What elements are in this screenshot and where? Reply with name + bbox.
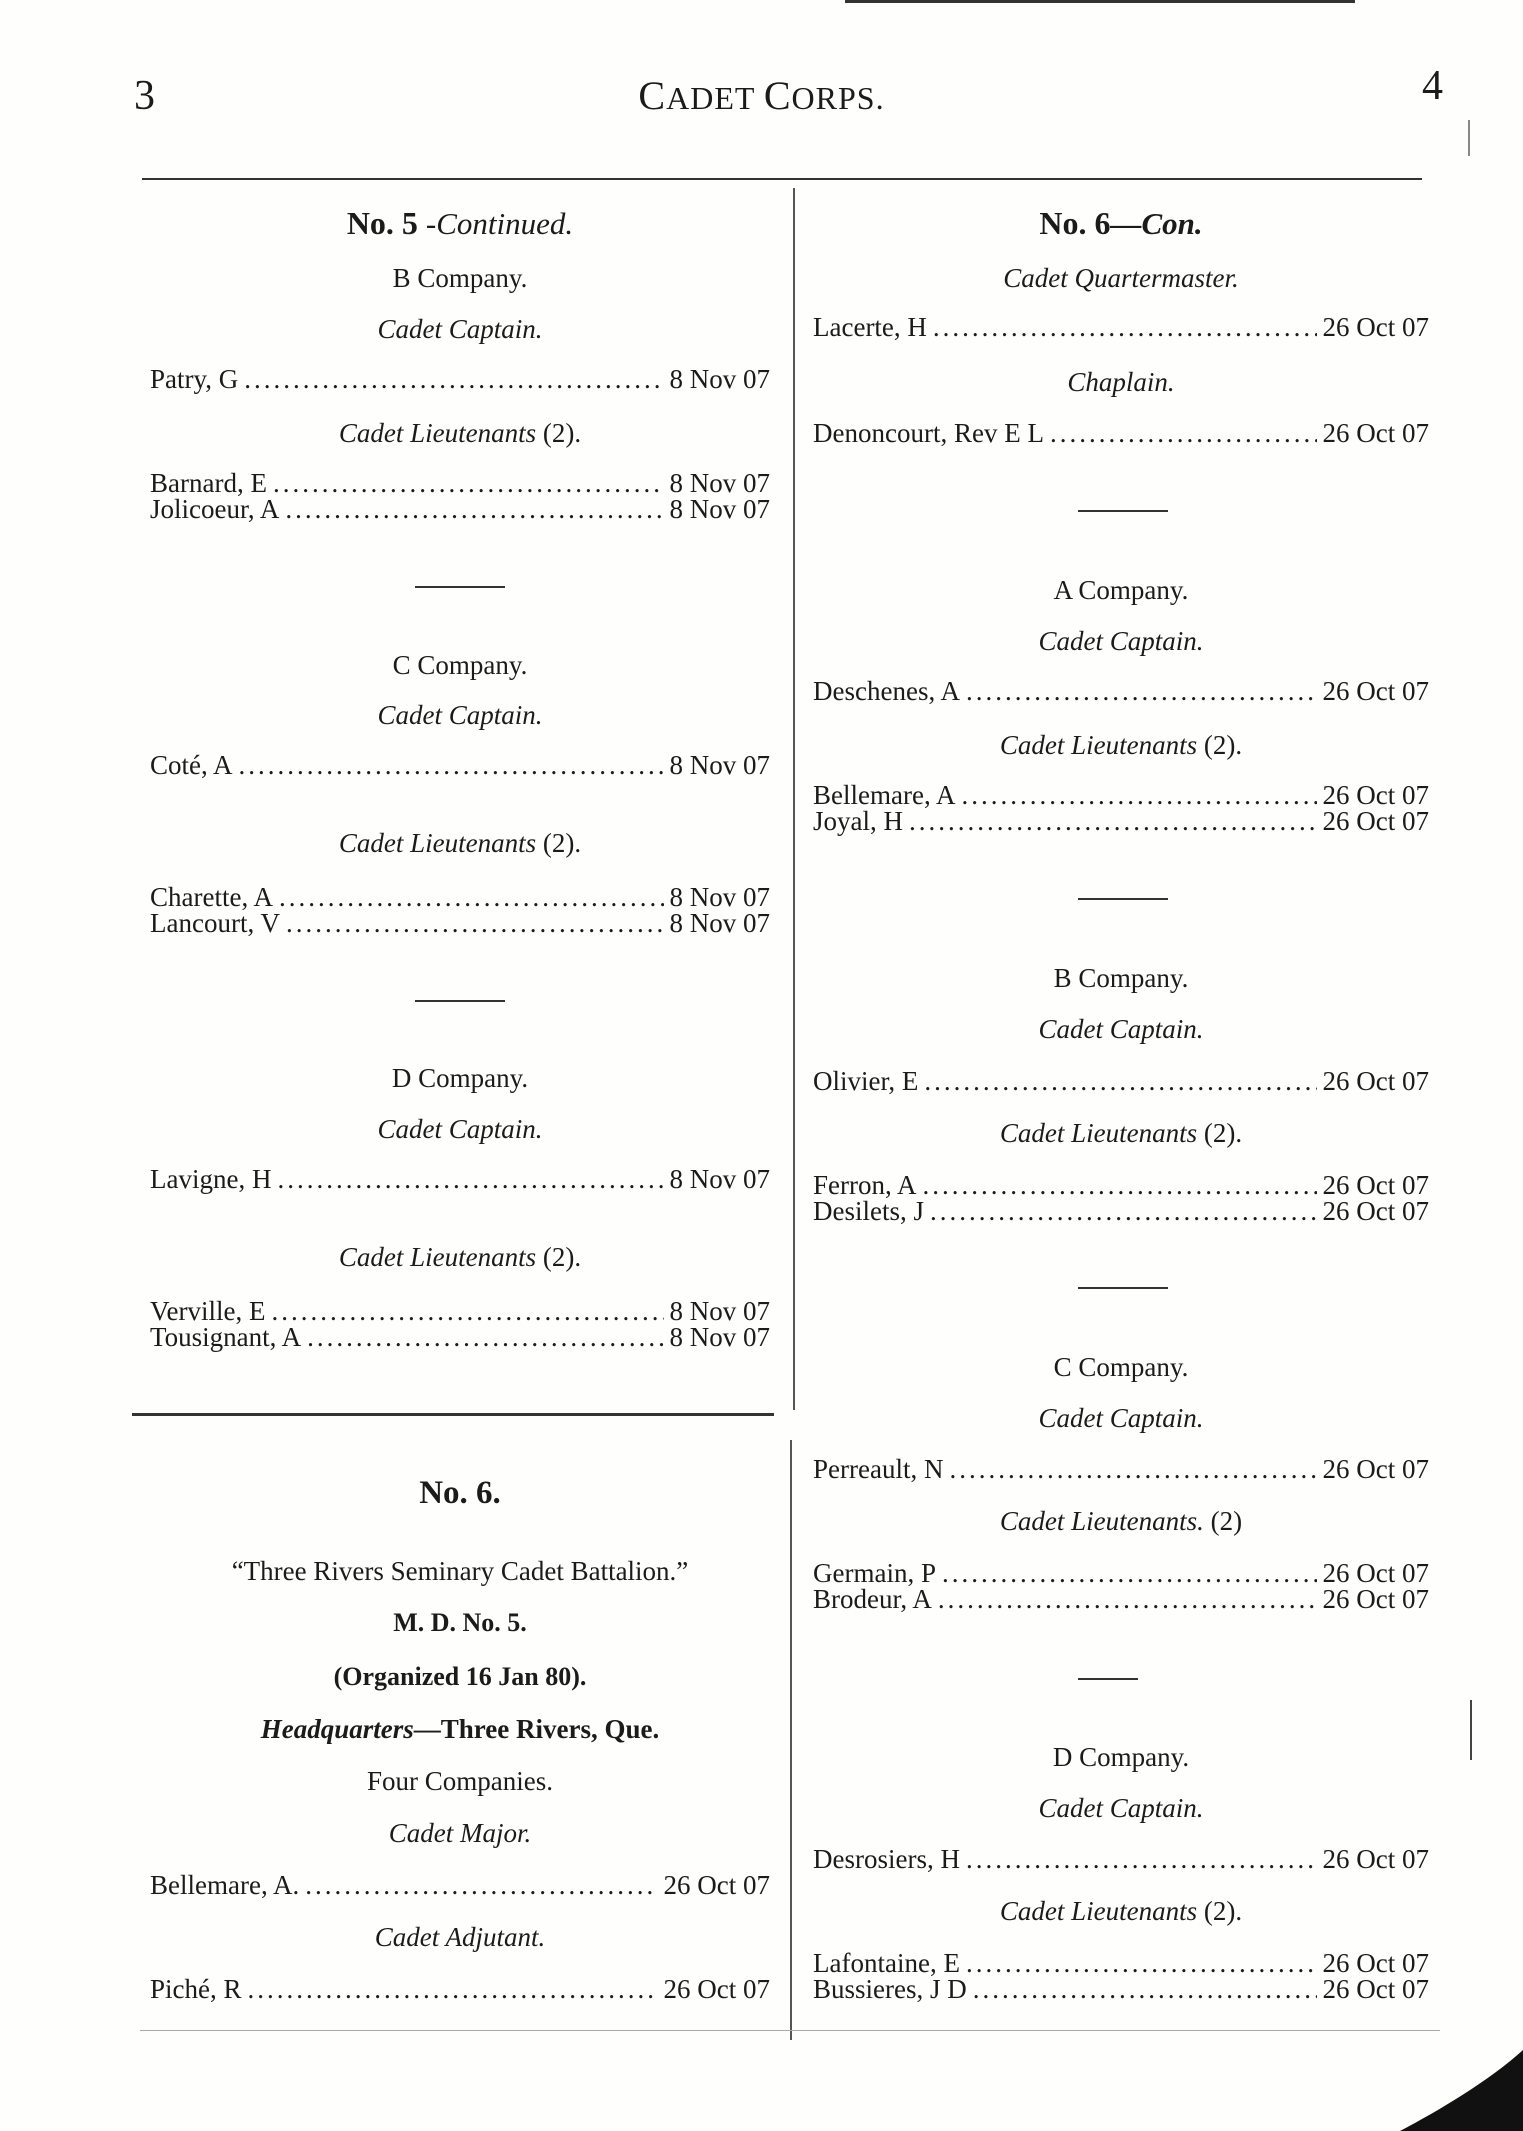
entry-name: Coté, A: [150, 750, 233, 780]
leader-dots: [271, 1298, 663, 1325]
section-dash: [415, 1000, 505, 1002]
lieut-label-count: (2).: [1203, 730, 1243, 760]
leader-dots: [305, 1872, 657, 1899]
c-company-lieut-label: [813, 1506, 1429, 1537]
leader-dots: [966, 1950, 1317, 1977]
scan-edge-mark: [1470, 1700, 1472, 1760]
lieut-label-count: (2): [1210, 1506, 1243, 1536]
leader-dots: [949, 1456, 1316, 1483]
major-label: Cadet Major.: [388, 1818, 532, 1848]
leader-dots: [933, 314, 1317, 341]
entry-name: Tousignant, A: [150, 1322, 302, 1352]
entry-date: 26 Oct 07: [1322, 780, 1429, 810]
entry-date: 8 Nov 07: [669, 908, 770, 938]
leader-dots: [973, 1976, 1317, 2003]
entry-date: 8 Nov 07: [669, 494, 770, 524]
entry-row: [150, 496, 770, 523]
leader-dots: [923, 1172, 1317, 1199]
column-divider-upper: [793, 188, 795, 1410]
entry-date: 26 Oct 07: [1322, 1844, 1429, 1874]
entry-name: Lafontaine, E: [813, 1948, 960, 1978]
leader-dots: [966, 1846, 1317, 1873]
b-company-heading: B Company.: [1053, 963, 1189, 993]
scan-edge-mark: [1468, 120, 1470, 156]
section-title-no5-suffix: -Continued.: [425, 206, 574, 241]
lieut-label-count: (2).: [542, 418, 582, 448]
entry-row: [150, 1166, 770, 1193]
a-company-heading: A Company.: [1053, 575, 1189, 605]
b-company-lieut-label: [813, 1118, 1429, 1149]
leader-dots: [961, 782, 1316, 809]
quartermaster-label: Cadet Quartermaster.: [1003, 263, 1239, 293]
c-company-captain-label: Cadet Captain.: [377, 700, 543, 730]
running-head-sc2: ORPS.: [791, 80, 885, 116]
page-curl-shadow: [1380, 1930, 1523, 2131]
military-district: M. D. No. 5.: [393, 1608, 527, 1637]
section-dash: [415, 586, 505, 588]
entry-row: [813, 1976, 1429, 2003]
section-dash: [1078, 510, 1168, 512]
entry-date: 26 Oct 07: [1322, 1454, 1429, 1484]
leader-dots: [307, 1324, 663, 1351]
c-company-heading: C Company.: [392, 650, 528, 680]
entry-name: Charette, A: [150, 882, 273, 912]
entry-date: 26 Oct 07: [1322, 1584, 1429, 1614]
left-page-number: 3: [134, 73, 155, 119]
entry-name: Patry, G: [150, 364, 239, 394]
lieut-label-text: Cadet Lieutenants: [999, 1896, 1198, 1926]
section-title-no6-cont-suffix: —Con.: [1110, 206, 1203, 241]
hq-value: —Three Rivers, Que.: [413, 1714, 660, 1744]
entry-date: 8 Nov 07: [669, 468, 770, 498]
entry-name: Perreault, N: [813, 1454, 944, 1484]
entry-row: [813, 314, 1429, 341]
lieut-label-text: Cadet Lieutenants: [338, 828, 537, 858]
section-title-no6: No. 6.: [419, 1475, 501, 1511]
leader-dots: [942, 1560, 1317, 1587]
entry-date: 8 Nov 07: [669, 1296, 770, 1326]
entry-date: 8 Nov 07: [669, 882, 770, 912]
leader-dots: [244, 366, 663, 393]
c-company-captain-label: Cadet Captain.: [1038, 1403, 1204, 1433]
b-company-captain-label: Cadet Captain.: [377, 314, 543, 344]
entry-row: [813, 1950, 1429, 1977]
entry-name: Denoncourt, Rev E L: [813, 418, 1044, 448]
leader-dots: [286, 910, 664, 937]
entry-date: 26 Oct 07: [1322, 1948, 1429, 1978]
entry-date: 26 Oct 07: [1322, 1558, 1429, 1588]
section-dash: [1078, 898, 1168, 900]
column-divider-lower: [790, 1440, 792, 2040]
entry-name: Lacerte, H: [813, 312, 927, 342]
d-company-heading: D Company.: [1052, 1742, 1190, 1772]
entry-name: Bellemare, A: [813, 780, 956, 810]
lieut-label-count: (2).: [1203, 1118, 1243, 1148]
entry-row: [813, 1198, 1429, 1225]
entry-row: [813, 808, 1429, 835]
leader-dots: [273, 470, 664, 497]
leader-dots: [938, 1586, 1317, 1613]
d-company-captain-label: Cadet Captain.: [377, 1114, 543, 1144]
entry-date: 8 Nov 07: [669, 750, 770, 780]
a-company-captain-label: Cadet Captain.: [1038, 626, 1204, 656]
entry-row: [150, 910, 770, 937]
battalion-name: “Three Rivers Seminary Cadet Battalion.”: [231, 1556, 689, 1586]
section-title-no5-num: No. 5: [346, 205, 418, 241]
entry-row: [813, 782, 1429, 809]
b-company-captain-label: Cadet Captain.: [1038, 1014, 1204, 1044]
entry-row: [813, 1068, 1429, 1095]
entry-date: 8 Nov 07: [669, 364, 770, 394]
section-dash: [1078, 1287, 1168, 1289]
entry-name: Ferron, A: [813, 1170, 917, 1200]
entry-name: Desilets, J: [813, 1196, 924, 1226]
entry-name: Brodeur, A: [813, 1584, 932, 1614]
right-column: [813, 0, 1429, 2131]
lieut-label-text: Cadet Lieutenants.: [999, 1506, 1204, 1536]
chaplain-label: Chaplain.: [1067, 367, 1175, 397]
entry-date: 26 Oct 07: [663, 1870, 770, 1900]
no6-separator-rule: [132, 1413, 774, 1416]
entry-row: [813, 1560, 1429, 1587]
entry-date: 26 Oct 07: [1322, 676, 1429, 706]
entry-date: 26 Oct 07: [1322, 1974, 1429, 2004]
entry-row: [150, 752, 770, 779]
leader-dots: [930, 1198, 1317, 1225]
entry-row: [813, 1846, 1429, 1873]
lieut-label-count: (2).: [542, 1242, 582, 1272]
leader-dots: [248, 1976, 658, 2003]
entry-name: Bellemare, A.: [150, 1870, 300, 1900]
entry-date: 26 Oct 07: [1322, 806, 1429, 836]
leader-dots: [924, 1068, 1316, 1095]
a-company-lieut-label: [813, 730, 1429, 761]
lieut-label-text: Cadet Lieutenants: [338, 1242, 537, 1272]
d-company-lieut-label: [813, 1896, 1429, 1927]
left-column: [150, 0, 770, 2131]
c-company-heading: C Company.: [1053, 1352, 1189, 1382]
entry-name: Jolicoeur, A: [150, 494, 280, 524]
entry-row: [813, 420, 1429, 447]
headquarters-line: [150, 1714, 770, 1745]
entry-row: [150, 470, 770, 497]
entry-date: 26 Oct 07: [663, 1974, 770, 2004]
entry-date: 8 Nov 07: [669, 1322, 770, 1352]
leader-dots: [1050, 420, 1317, 447]
d-company-heading: D Company.: [391, 1063, 529, 1093]
b-company-lieut-label: [150, 418, 770, 449]
entry-date: 26 Oct 07: [1322, 1066, 1429, 1096]
leader-dots: [966, 678, 1317, 705]
entry-date: 8 Nov 07: [669, 1164, 770, 1194]
entry-row: [150, 1872, 770, 1899]
lieut-label-text: Cadet Lieutenants: [999, 1118, 1198, 1148]
adjutant-label: Cadet Adjutant.: [374, 1922, 546, 1952]
entry-name: Olivier, E: [813, 1066, 919, 1096]
hq-label: Headquarters: [260, 1714, 414, 1744]
entry-name: Lavigne, H: [150, 1164, 272, 1194]
entry-date: 26 Oct 07: [1322, 418, 1429, 448]
b-company-heading: B Company.: [392, 263, 528, 293]
lieut-label-count: (2).: [542, 828, 582, 858]
lieut-label-count: (2).: [1203, 1896, 1243, 1926]
section-title-no6-cont: [813, 205, 1429, 242]
running-head-sc1: ADET: [666, 80, 764, 116]
leader-dots: [239, 752, 664, 779]
entry-row: [150, 884, 770, 911]
leader-dots: [909, 808, 1317, 835]
entry-name: Lancourt, V: [150, 908, 280, 938]
entry-row: [150, 1976, 770, 2003]
entry-name: Deschenes, A: [813, 676, 960, 706]
entry-row: [150, 366, 770, 393]
entry-date: 26 Oct 07: [1322, 1196, 1429, 1226]
lieut-label-text: Cadet Lieutenants: [999, 730, 1198, 760]
leader-dots: [285, 496, 663, 523]
entry-name: Desrosiers, H: [813, 1844, 960, 1874]
entry-date: 26 Oct 07: [1322, 1170, 1429, 1200]
d-company-lieut-label: [150, 1242, 770, 1273]
entry-row: [150, 1324, 770, 1351]
entry-row: [813, 1586, 1429, 1613]
organized-date: (Organized 16 Jan 80).: [333, 1662, 587, 1691]
entry-name: Verville, E: [150, 1296, 266, 1326]
entry-name: Bussieres, J D: [813, 1974, 967, 2004]
running-head-c1: C: [638, 73, 667, 118]
entry-name: Piché, R: [150, 1974, 242, 2004]
right-page-number: 4: [1422, 63, 1443, 109]
lieut-label-text: Cadet Lieutenants: [338, 418, 537, 448]
entry-name: Joyal, H: [813, 806, 903, 836]
companies-count: Four Companies.: [367, 1766, 553, 1796]
c-company-lieut-label: [150, 828, 770, 859]
entry-name: Germain, P: [813, 1558, 936, 1588]
leader-dots: [279, 884, 664, 911]
entry-row: [813, 1172, 1429, 1199]
section-title-no5: [150, 205, 770, 242]
entry-name: Barnard, E: [150, 468, 267, 498]
leader-dots: [277, 1166, 663, 1193]
section-title-no6-cont-num: No. 6: [1039, 205, 1111, 241]
entry-row: [813, 678, 1429, 705]
entry-row: [150, 1298, 770, 1325]
entry-date: 26 Oct 07: [1322, 312, 1429, 342]
entry-row: [813, 1456, 1429, 1483]
d-company-captain-label: Cadet Captain.: [1038, 1793, 1204, 1823]
running-head-c2: C: [763, 73, 792, 118]
section-dash: [1078, 1678, 1138, 1680]
